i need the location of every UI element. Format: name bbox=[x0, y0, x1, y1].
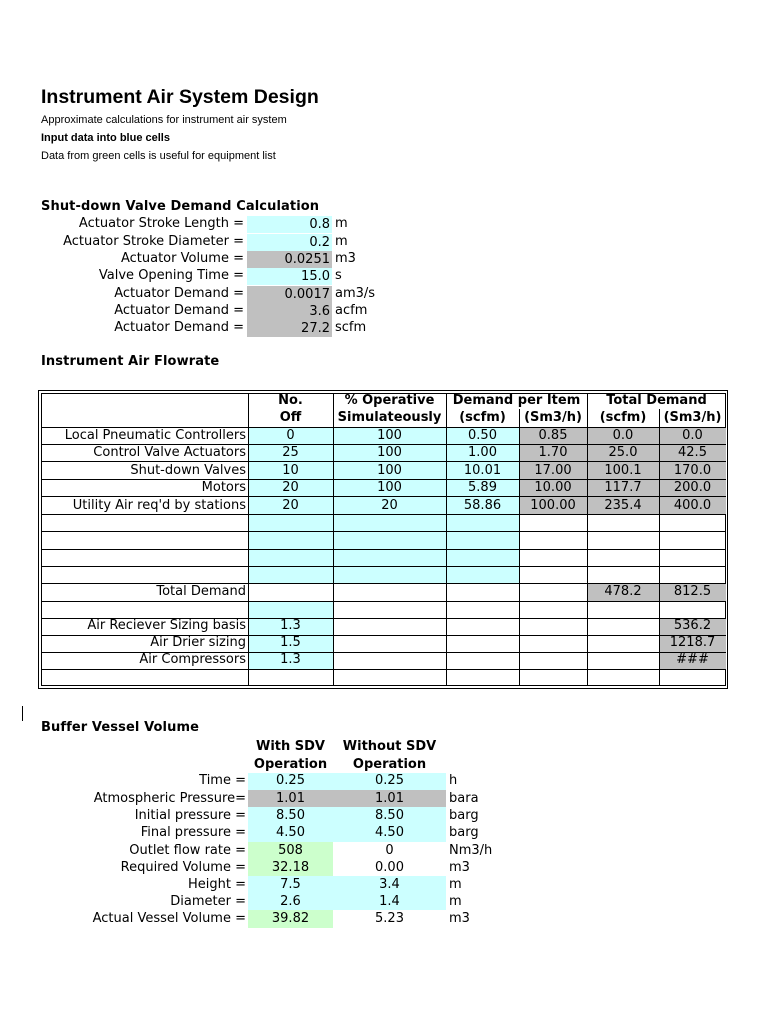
buffer-unit: m3 bbox=[449, 860, 470, 875]
row-total-sm3h: 200.0 bbox=[673, 480, 712, 495]
row-sm3h: 1.70 bbox=[538, 445, 568, 460]
sd-label-stroke-diameter: Actuator Stroke Diameter = bbox=[63, 234, 244, 249]
buffer-with-sdv: 508 bbox=[278, 843, 303, 858]
row-no-off[interactable]: 10 bbox=[282, 463, 299, 478]
buffer-with-sdv: 39.82 bbox=[271, 911, 310, 926]
note-approximate: Approximate calculations for instrument air system bbox=[41, 114, 287, 126]
grid-line bbox=[41, 566, 726, 567]
buffer-label: Initial pressure = bbox=[134, 808, 246, 823]
buffer-unit: m3 bbox=[449, 911, 470, 926]
buffer-label: Diameter = bbox=[170, 894, 246, 909]
row-scfm[interactable]: 0.50 bbox=[468, 428, 497, 443]
buffer-unit: barg bbox=[449, 808, 479, 823]
buffer-unit: m bbox=[449, 877, 462, 892]
row-label: Motors bbox=[201, 480, 246, 495]
row-total-sm3h: 42.5 bbox=[678, 445, 707, 460]
sizing-label: Air Reciever Sizing basis bbox=[87, 618, 246, 633]
row-no-off[interactable]: 20 bbox=[282, 498, 299, 513]
buffer-without-sdv[interactable]: 4.50 bbox=[375, 825, 404, 840]
note-input-blue: Input data into blue cells bbox=[41, 132, 170, 144]
row-total-scfm: 25.0 bbox=[608, 445, 638, 460]
buffer-heading: Buffer Vessel Volume bbox=[41, 720, 200, 735]
row-sm3h: 10.00 bbox=[534, 480, 572, 495]
buffer-col2-header: Without SDV bbox=[342, 739, 437, 754]
row-total-scfm: 235.4 bbox=[604, 498, 642, 513]
buffer-unit: h bbox=[449, 773, 458, 788]
sd-value-stroke-diameter[interactable]: 0.2 bbox=[247, 234, 332, 251]
buffer-without-sdv[interactable]: 8.50 bbox=[375, 808, 404, 823]
sd-label-actuator-volume: Actuator Volume = bbox=[120, 251, 244, 266]
header-demand-per-item: Demand per Item bbox=[452, 393, 581, 408]
row-total-scfm: 100.1 bbox=[604, 463, 642, 478]
sd-unit: m bbox=[335, 216, 348, 231]
sd-value-actuator-demand-scfm: 27.2 bbox=[247, 320, 332, 337]
grid-line bbox=[41, 531, 726, 532]
row-total-scfm: 117.7 bbox=[604, 480, 642, 495]
grid-line bbox=[41, 514, 726, 515]
total-demand-sm3h: 812.5 bbox=[673, 584, 712, 599]
buffer-with-sdv: 32.18 bbox=[271, 860, 310, 875]
buffer-label: Atmospheric Pressure= bbox=[93, 791, 246, 806]
buffer-with-sdv[interactable]: 0.25 bbox=[276, 773, 305, 788]
buffer-with-sdv[interactable]: 7.5 bbox=[280, 877, 301, 892]
sizing-value: ### bbox=[676, 652, 709, 667]
sd-label-stroke-length: Actuator Stroke Length = bbox=[78, 216, 244, 231]
row-total-scfm: 0.0 bbox=[612, 428, 634, 443]
sd-value-valve-opening-time[interactable]: 15.0 bbox=[247, 268, 332, 285]
row-total-sm3h: 400.0 bbox=[673, 498, 712, 513]
row-operative[interactable]: 100 bbox=[377, 480, 402, 495]
sd-value-actuator-demand-acfm: 3.6 bbox=[247, 303, 332, 320]
header-sm3h: (Sm3/h) bbox=[524, 410, 582, 425]
row-scfm[interactable]: 10.01 bbox=[463, 463, 502, 478]
buffer-unit: Nm3/h bbox=[449, 843, 493, 858]
sizing-value: 536.2 bbox=[673, 618, 712, 633]
sizing-value: 1218.7 bbox=[669, 635, 716, 650]
sizing-factor[interactable]: 1.5 bbox=[280, 635, 301, 650]
header-off: Off bbox=[279, 410, 302, 425]
row-operative[interactable]: 20 bbox=[381, 498, 398, 513]
row-no-off[interactable]: 25 bbox=[282, 445, 299, 460]
row-total-sm3h: 0.0 bbox=[682, 428, 703, 443]
row-operative[interactable]: 100 bbox=[377, 428, 402, 443]
header-scfm: (scfm) bbox=[459, 410, 506, 425]
sd-unit: acfm bbox=[335, 303, 368, 318]
buffer-label: Required Volume = bbox=[120, 860, 246, 875]
row-sm3h: 0.85 bbox=[538, 428, 568, 443]
sd-label-actuator-demand: Actuator Demand = bbox=[114, 286, 244, 301]
buffer-without-sdv: 0 bbox=[385, 843, 394, 858]
buffer-without-sdv[interactable]: 0.25 bbox=[375, 773, 404, 788]
buffer-without-sdv[interactable]: 3.4 bbox=[379, 877, 400, 892]
sizing-factor[interactable]: 1.3 bbox=[280, 618, 301, 633]
grid-line bbox=[41, 669, 726, 670]
total-demand-label: Total Demand bbox=[156, 584, 246, 599]
buffer-label: Final pressure = bbox=[140, 825, 246, 840]
header-total-sm3h: (Sm3/h) bbox=[663, 410, 722, 425]
shutdown-heading: Shut-down Valve Demand Calculation bbox=[41, 199, 320, 214]
sd-value-actuator-volume: 0.0251 bbox=[247, 251, 332, 268]
row-scfm[interactable]: 5.89 bbox=[468, 480, 497, 495]
row-scfm[interactable]: 58.86 bbox=[463, 498, 502, 513]
grid-line bbox=[41, 601, 726, 602]
sd-unit: scfm bbox=[335, 320, 367, 335]
buffer-label: Actual Vessel Volume = bbox=[92, 911, 246, 926]
row-no-off[interactable]: 0 bbox=[286, 428, 295, 443]
header-total-demand: Total Demand bbox=[606, 393, 707, 408]
buffer-with-sdv: 1.01 bbox=[276, 791, 305, 806]
sizing-factor[interactable]: 1.3 bbox=[280, 652, 301, 667]
buffer-label: Height = bbox=[188, 877, 246, 892]
header-no: No. bbox=[278, 393, 303, 408]
row-label: Control Valve Actuators bbox=[93, 445, 246, 460]
grid-line bbox=[41, 549, 726, 550]
total-demand-scfm: 478.2 bbox=[604, 584, 642, 599]
sd-value-stroke-length[interactable]: 0.8 bbox=[247, 216, 332, 233]
row-operative[interactable]: 100 bbox=[377, 463, 402, 478]
row-sm3h: 100.00 bbox=[530, 498, 576, 513]
text-cursor bbox=[22, 706, 23, 721]
sd-unit: m bbox=[335, 234, 348, 249]
row-sm3h: 17.00 bbox=[534, 463, 572, 478]
buffer-col1-header: With SDV bbox=[255, 739, 325, 754]
buffer-label: Time = bbox=[199, 773, 246, 788]
sd-unit: am3/s bbox=[335, 286, 376, 301]
buffer-without-sdv: 1.01 bbox=[375, 791, 404, 806]
sd-label-valve-opening-time: Valve Opening Time = bbox=[98, 268, 244, 283]
row-label: Utility Air req'd by stations bbox=[72, 498, 246, 513]
header-simultaneously: Simulateously bbox=[337, 410, 442, 425]
note-green-cells: Data from green cells is useful for equipment list bbox=[41, 150, 276, 162]
buffer-without-sdv: 5.23 bbox=[375, 911, 404, 926]
buffer-without-sdv[interactable]: 1.4 bbox=[379, 894, 400, 909]
buffer-unit: m bbox=[449, 894, 462, 909]
sd-unit: s bbox=[335, 268, 342, 283]
buffer-unit: bara bbox=[449, 791, 479, 806]
sd-label-actuator-demand: Actuator Demand = bbox=[114, 303, 244, 318]
flowrate-heading: Instrument Air Flowrate bbox=[41, 354, 220, 369]
buffer-col1-header: Operation bbox=[253, 757, 328, 772]
row-operative[interactable]: 100 bbox=[377, 445, 402, 460]
buffer-without-sdv: 0.00 bbox=[375, 860, 404, 875]
buffer-with-sdv[interactable]: 2.6 bbox=[280, 894, 301, 909]
sd-value-actuator-demand-am3s: 0.0017 bbox=[247, 286, 332, 303]
row-no-off[interactable]: 20 bbox=[282, 480, 299, 495]
header-operative: % Operative bbox=[344, 393, 435, 408]
row-label: Local Pneumatic Controllers bbox=[64, 428, 246, 443]
header-total-scfm: (scfm) bbox=[599, 410, 647, 425]
sd-label-actuator-demand: Actuator Demand = bbox=[114, 320, 244, 335]
row-total-sm3h: 170.0 bbox=[673, 463, 712, 478]
buffer-label: Outlet flow rate = bbox=[129, 843, 246, 858]
sd-unit: m3 bbox=[335, 251, 356, 266]
row-label: Shut-down Valves bbox=[130, 463, 246, 478]
page-title: Instrument Air System Design bbox=[41, 86, 319, 108]
buffer-col2-header: Operation bbox=[352, 757, 427, 772]
buffer-unit: barg bbox=[449, 825, 479, 840]
buffer-with-sdv[interactable]: 8.50 bbox=[276, 808, 305, 823]
row-scfm[interactable]: 1.00 bbox=[468, 445, 497, 460]
buffer-with-sdv[interactable]: 4.50 bbox=[276, 825, 305, 840]
sizing-label: Air Drier sizing bbox=[150, 635, 246, 650]
sizing-label: Air Compressors bbox=[139, 652, 246, 667]
